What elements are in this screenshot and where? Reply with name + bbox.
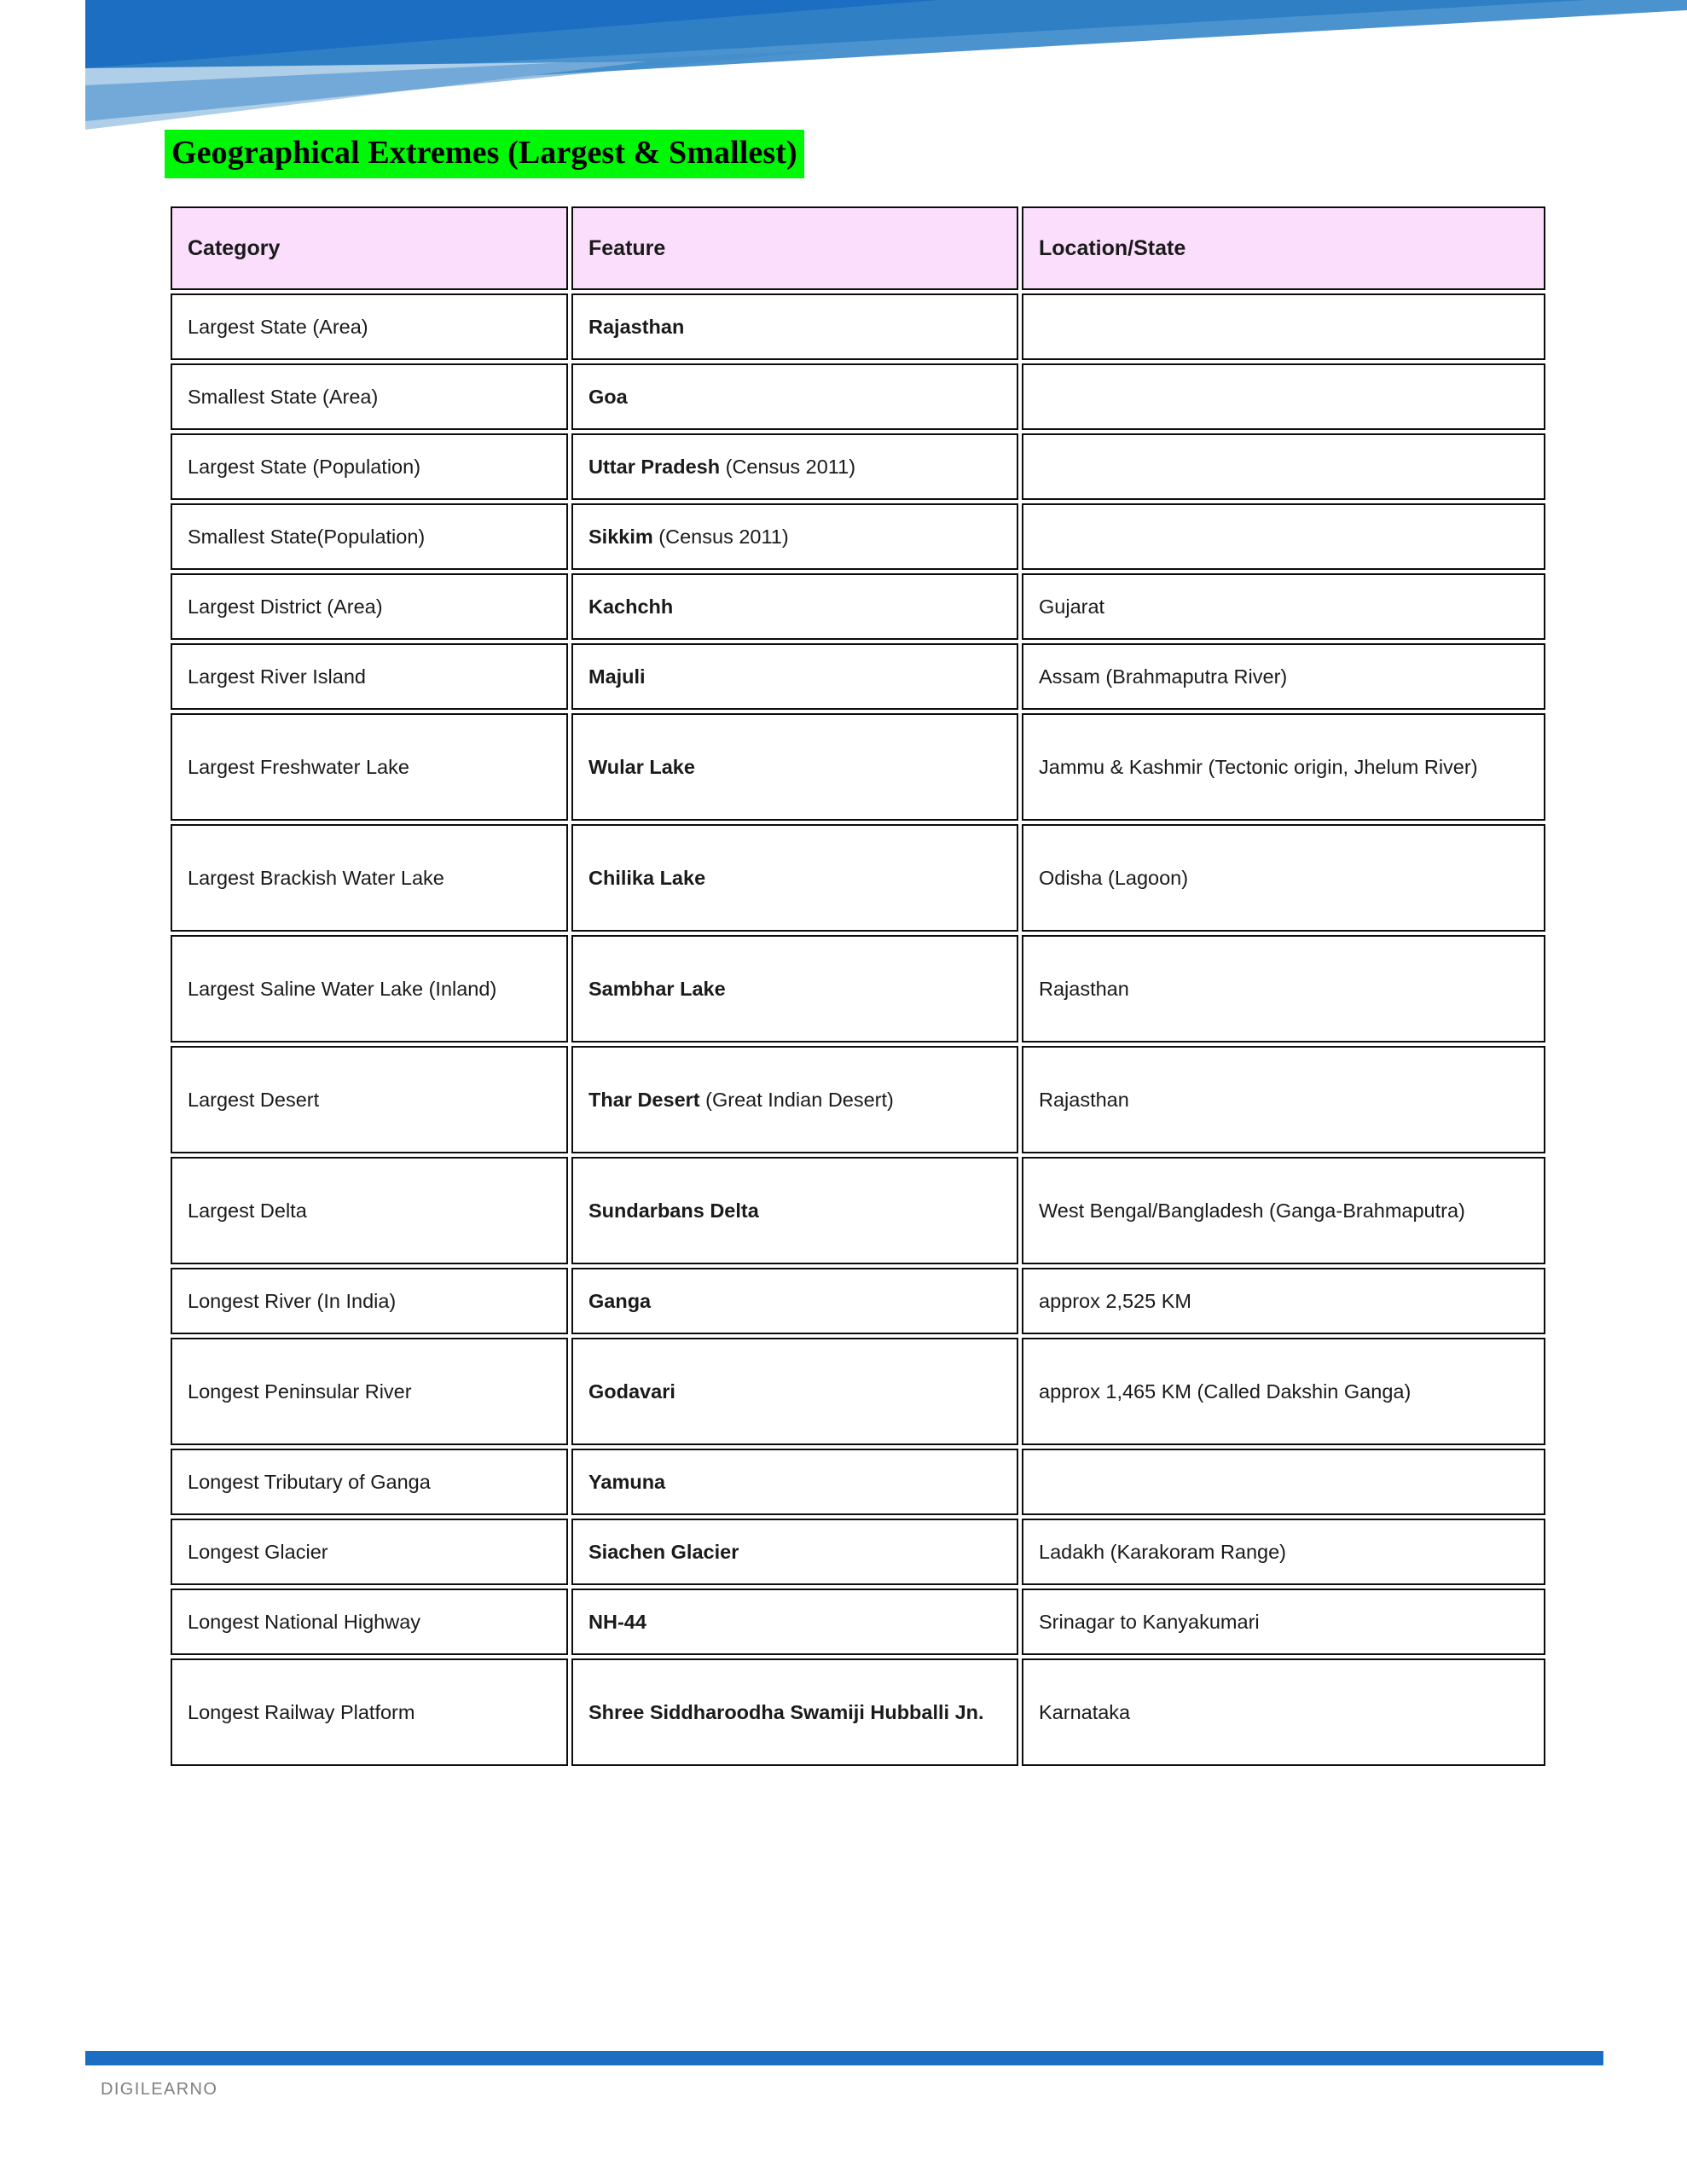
- cell-feature: [571, 1338, 1018, 1445]
- cell-category: Longest Railway Platform: [171, 1658, 568, 1766]
- cell-location: Gujarat: [1022, 573, 1545, 640]
- cell-category: Largest State (Population): [171, 433, 568, 500]
- table-header: [171, 206, 1545, 290]
- cell-feature: [571, 1519, 1018, 1585]
- cell-feature: [571, 363, 1018, 430]
- cell-category: Longest River (In India): [171, 1268, 568, 1334]
- feature-name: Godavari: [588, 1380, 675, 1403]
- feature-name: NH-44: [588, 1610, 646, 1633]
- table-row: [171, 643, 1545, 710]
- cell-location: Ladakh (Karakoram Range): [1022, 1519, 1545, 1585]
- feature-name: Kachchh: [588, 595, 674, 618]
- cell-location: [1022, 433, 1545, 500]
- geographical-extremes-table: [167, 203, 1549, 1769]
- cell-location: Rajasthan: [1022, 1046, 1545, 1153]
- cell-location: [1022, 503, 1545, 570]
- cell-feature: [571, 1157, 1018, 1264]
- cell-location: Rajasthan: [1022, 935, 1545, 1043]
- cell-feature: [571, 935, 1018, 1043]
- table-row: [171, 1268, 1545, 1334]
- cell-location: Assam (Brahmaputra River): [1022, 643, 1545, 710]
- feature-name: Ganga: [588, 1289, 652, 1312]
- table-row: [171, 293, 1545, 360]
- cell-feature: [571, 573, 1018, 640]
- cell-category: Largest Brackish Water Lake: [171, 824, 568, 932]
- table-row: [171, 1519, 1545, 1585]
- column-header-location: Location/State: [1022, 206, 1545, 290]
- cell-feature: [571, 503, 1018, 570]
- feature-name: Siachen Glacier: [588, 1540, 739, 1563]
- cell-category: Largest State (Area): [171, 293, 568, 360]
- cell-feature: [571, 293, 1018, 360]
- cell-location: Odisha (Lagoon): [1022, 824, 1545, 932]
- feature-name: Goa: [588, 385, 628, 408]
- cell-feature: [571, 1589, 1018, 1655]
- cell-feature: [571, 1046, 1018, 1153]
- cell-location: approx 1,465 KM (Called Dakshin Ganga): [1022, 1338, 1545, 1445]
- table-body: [171, 293, 1545, 1766]
- header-banner-graphic: [0, 0, 1687, 136]
- cell-category: Largest Desert: [171, 1046, 568, 1153]
- cell-feature: [571, 433, 1018, 500]
- table-row: [171, 573, 1545, 640]
- table-row: [171, 1658, 1545, 1766]
- decorative-header-banner: [0, 0, 1687, 136]
- column-header-category: Category: [171, 206, 568, 290]
- feature-note: (Great Indian Desert): [699, 1088, 894, 1111]
- cell-feature: [571, 1449, 1018, 1515]
- cell-location: approx 2,525 KM: [1022, 1268, 1545, 1334]
- feature-name: Rajasthan: [588, 315, 685, 338]
- cell-location: [1022, 363, 1545, 430]
- cell-location: Jammu & Kashmir (Tectonic origin, Jhelum River): [1022, 713, 1545, 821]
- cell-category: Largest District (Area): [171, 573, 568, 640]
- cell-category: Largest Freshwater Lake: [171, 713, 568, 821]
- cell-location: West Bengal/Bangladesh (Ganga-Brahmaputra): [1022, 1157, 1545, 1264]
- footer-brand-label: DIGILEARNO: [101, 2080, 218, 2099]
- table-row: [171, 1046, 1545, 1153]
- cell-category: Largest Saline Water Lake (Inland): [171, 935, 568, 1043]
- page-title-container: [165, 130, 983, 178]
- cell-category: Largest Delta: [171, 1157, 568, 1264]
- feature-name: Uttar Pradesh: [588, 455, 721, 478]
- table-row: [171, 713, 1545, 821]
- cell-category: Smallest State(Population): [171, 503, 568, 570]
- table-row: [171, 1157, 1545, 1264]
- feature-note: (Census 2011): [720, 455, 856, 478]
- cell-feature: [571, 1658, 1018, 1766]
- table-row: [171, 363, 1545, 430]
- feature-name: Thar Desert: [588, 1088, 700, 1111]
- cell-location: [1022, 1449, 1545, 1515]
- feature-name: Majuli: [588, 665, 646, 688]
- page-title: Geographical Extremes (Largest & Smallest): [165, 130, 804, 178]
- feature-name: Yamuna: [588, 1470, 666, 1493]
- cell-feature: [571, 824, 1018, 932]
- table-header-row: [171, 206, 1545, 290]
- feature-name: Chilika Lake: [588, 866, 706, 889]
- feature-name: Shree Siddharoodha Swamiji Hubballi Jn.: [588, 1700, 984, 1723]
- cell-location: Srinagar to Kanyakumari: [1022, 1589, 1545, 1655]
- feature-name: Wular Lake: [588, 755, 695, 778]
- cell-category: Longest Peninsular River: [171, 1338, 568, 1445]
- table-row: [171, 824, 1545, 932]
- table-row: [171, 433, 1545, 500]
- cell-feature: [571, 713, 1018, 821]
- feature-name: Sikkim: [588, 525, 653, 548]
- table-row: [171, 935, 1545, 1043]
- cell-category: Largest River Island: [171, 643, 568, 710]
- table-row: [171, 1338, 1545, 1445]
- cell-location: Karnataka: [1022, 1658, 1545, 1766]
- cell-location: [1022, 293, 1545, 360]
- cell-category: Longest Glacier: [171, 1519, 568, 1585]
- feature-name: Sambhar Lake: [588, 977, 726, 1000]
- table-row: [171, 1449, 1545, 1515]
- cell-feature: [571, 1268, 1018, 1334]
- cell-category: Smallest State (Area): [171, 363, 568, 430]
- cell-category: Longest National Highway: [171, 1589, 568, 1655]
- footer-divider-bar: [85, 2051, 1603, 2065]
- cell-category: Longest Tributary of Ganga: [171, 1449, 568, 1515]
- cell-feature: [571, 643, 1018, 710]
- column-header-feature: Feature: [571, 206, 1018, 290]
- table-row: [171, 503, 1545, 570]
- feature-name: Sundarbans Delta: [588, 1199, 759, 1222]
- table-row: [171, 1589, 1545, 1655]
- feature-note: (Census 2011): [652, 525, 789, 548]
